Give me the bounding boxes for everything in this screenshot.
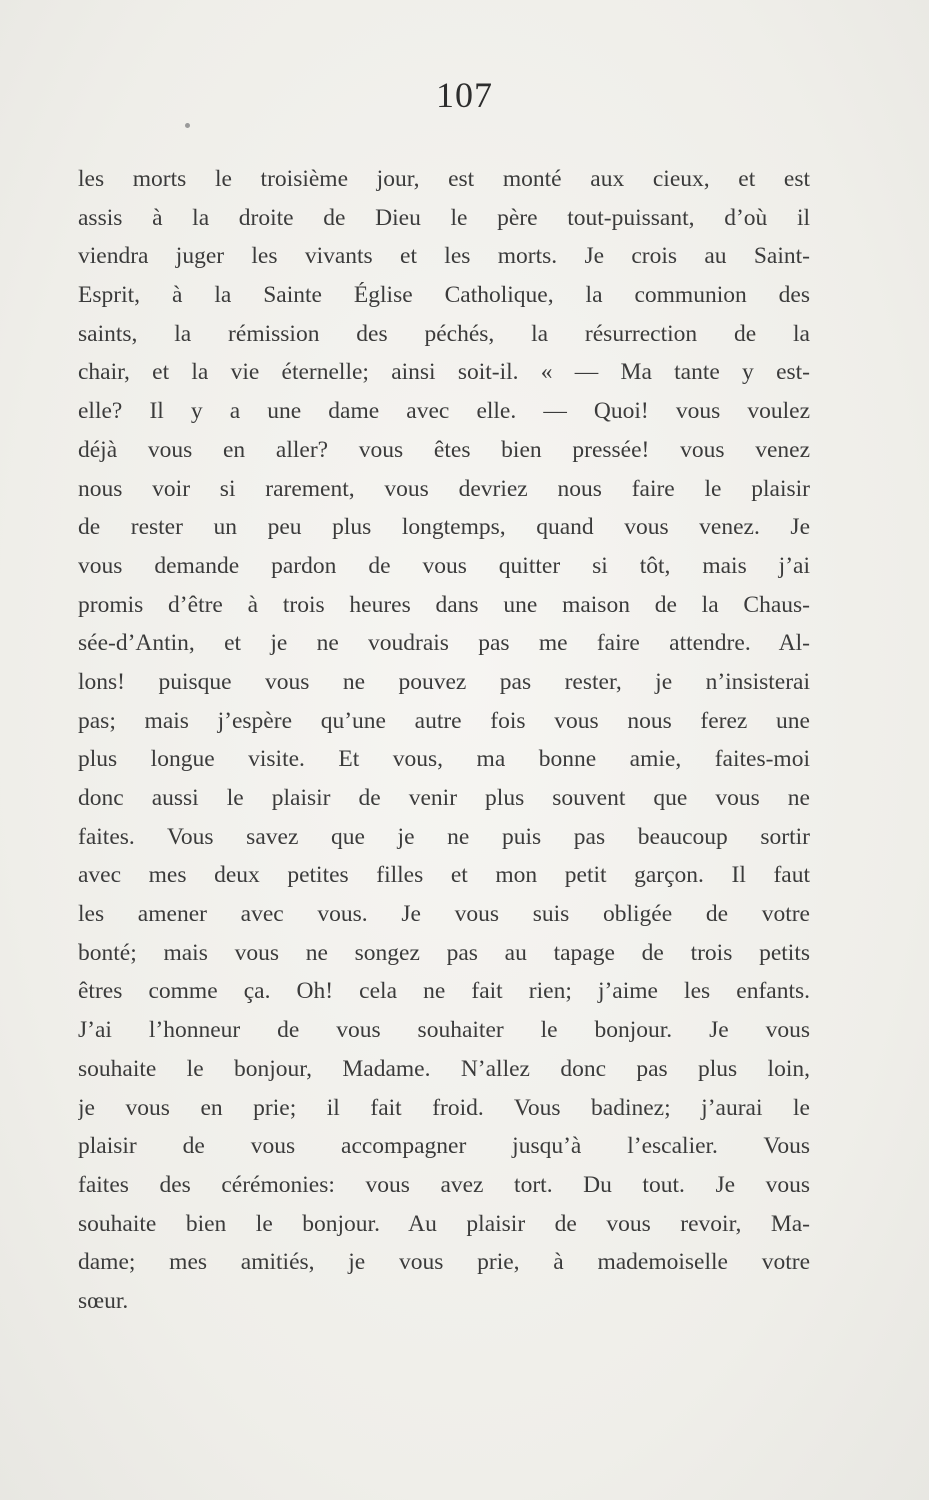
text-line: je vous en prie; il fait froid. Vous badinez; j’aurai le	[78, 1094, 810, 1121]
text-line: de rester un peu plus longtemps, quand vous venez. Je	[78, 514, 810, 541]
text-line: J’ai l’honneur de vous souhaiter le bonjour. Je vous	[78, 1017, 810, 1044]
text-line: plaisir de vous accompagner jusqu’à l’escalier. Vous	[78, 1133, 810, 1160]
text-line: souhaite bien le bonjour. Au plaisir de vous revoir, Ma-	[78, 1210, 810, 1237]
text-line: Esprit, à la Sainte Église Catholique, la communion des	[78, 282, 810, 309]
text-line: souhaite le bonjour, Madame. N’allez donc pas plus loin,	[78, 1055, 810, 1082]
print-speck	[185, 123, 190, 128]
text-line: sœur.	[78, 1287, 129, 1314]
text-line: assis à la droite de Dieu le père tout-puissant, d’où il	[78, 204, 810, 231]
text-line: sée-d’Antin, et je ne voudrais pas me faire attendre. Al-	[78, 630, 810, 657]
text-line: faites. Vous savez que je ne puis pas beaucoup sortir	[78, 823, 810, 850]
text-line: dame; mes amitiés, je vous prie, à mademoiselle votre	[78, 1249, 810, 1276]
text-line: pas; mais j’espère qu’une autre fois vous nous ferez une	[78, 707, 810, 734]
text-line: promis d’être à trois heures dans une maison de la Chaus-	[78, 591, 810, 618]
text-line: donc aussi le plaisir de venir plus souvent que vous ne	[78, 785, 810, 811]
text-line: bonté; mais vous ne songez pas au tapage de trois petits	[78, 939, 810, 966]
text-line: êtres comme ça. Oh! cela ne fait rien; j’aime les enfants.	[78, 978, 810, 1005]
text-line: chair, et la vie éternelle; ainsi soit-il. « — Ma tante y est-	[78, 359, 810, 386]
text-line: les amener avec vous. Je vous suis obligée de votre	[78, 901, 810, 928]
text-line: plus longue visite. Et vous, ma bonne amie, faites-moi	[78, 746, 810, 773]
text-line: déjà vous en aller? vous êtes bien pressée! vous venez	[78, 436, 810, 463]
page-number: 107	[436, 75, 493, 115]
text-line: faites des cérémonies: vous avez tort. Du tout. Je vous	[78, 1171, 810, 1198]
text-line: saints, la rémission des péchés, la résurrection de la	[78, 320, 810, 347]
text-line: nous voir si rarement, vous devriez nous faire le plaisir	[78, 475, 810, 502]
text-line: les morts le troisième jour, est monté aux cieux, et est	[78, 166, 810, 192]
text-line: elle? Il y a une dame avec elle. — Quoi! vous voulez	[78, 398, 810, 425]
body-text	[78, 160, 810, 1321]
text-line: viendra juger les vivants et les morts. Je crois au Saint-	[78, 243, 810, 270]
text-line: avec mes deux petites filles et mon petit garçon. Il faut	[78, 862, 810, 889]
text-line: vous demande pardon de vous quitter si tôt, mais j’ai	[78, 552, 810, 579]
text-line: lons! puisque vous ne pouvez pas rester, je n’insisterai	[78, 668, 810, 695]
